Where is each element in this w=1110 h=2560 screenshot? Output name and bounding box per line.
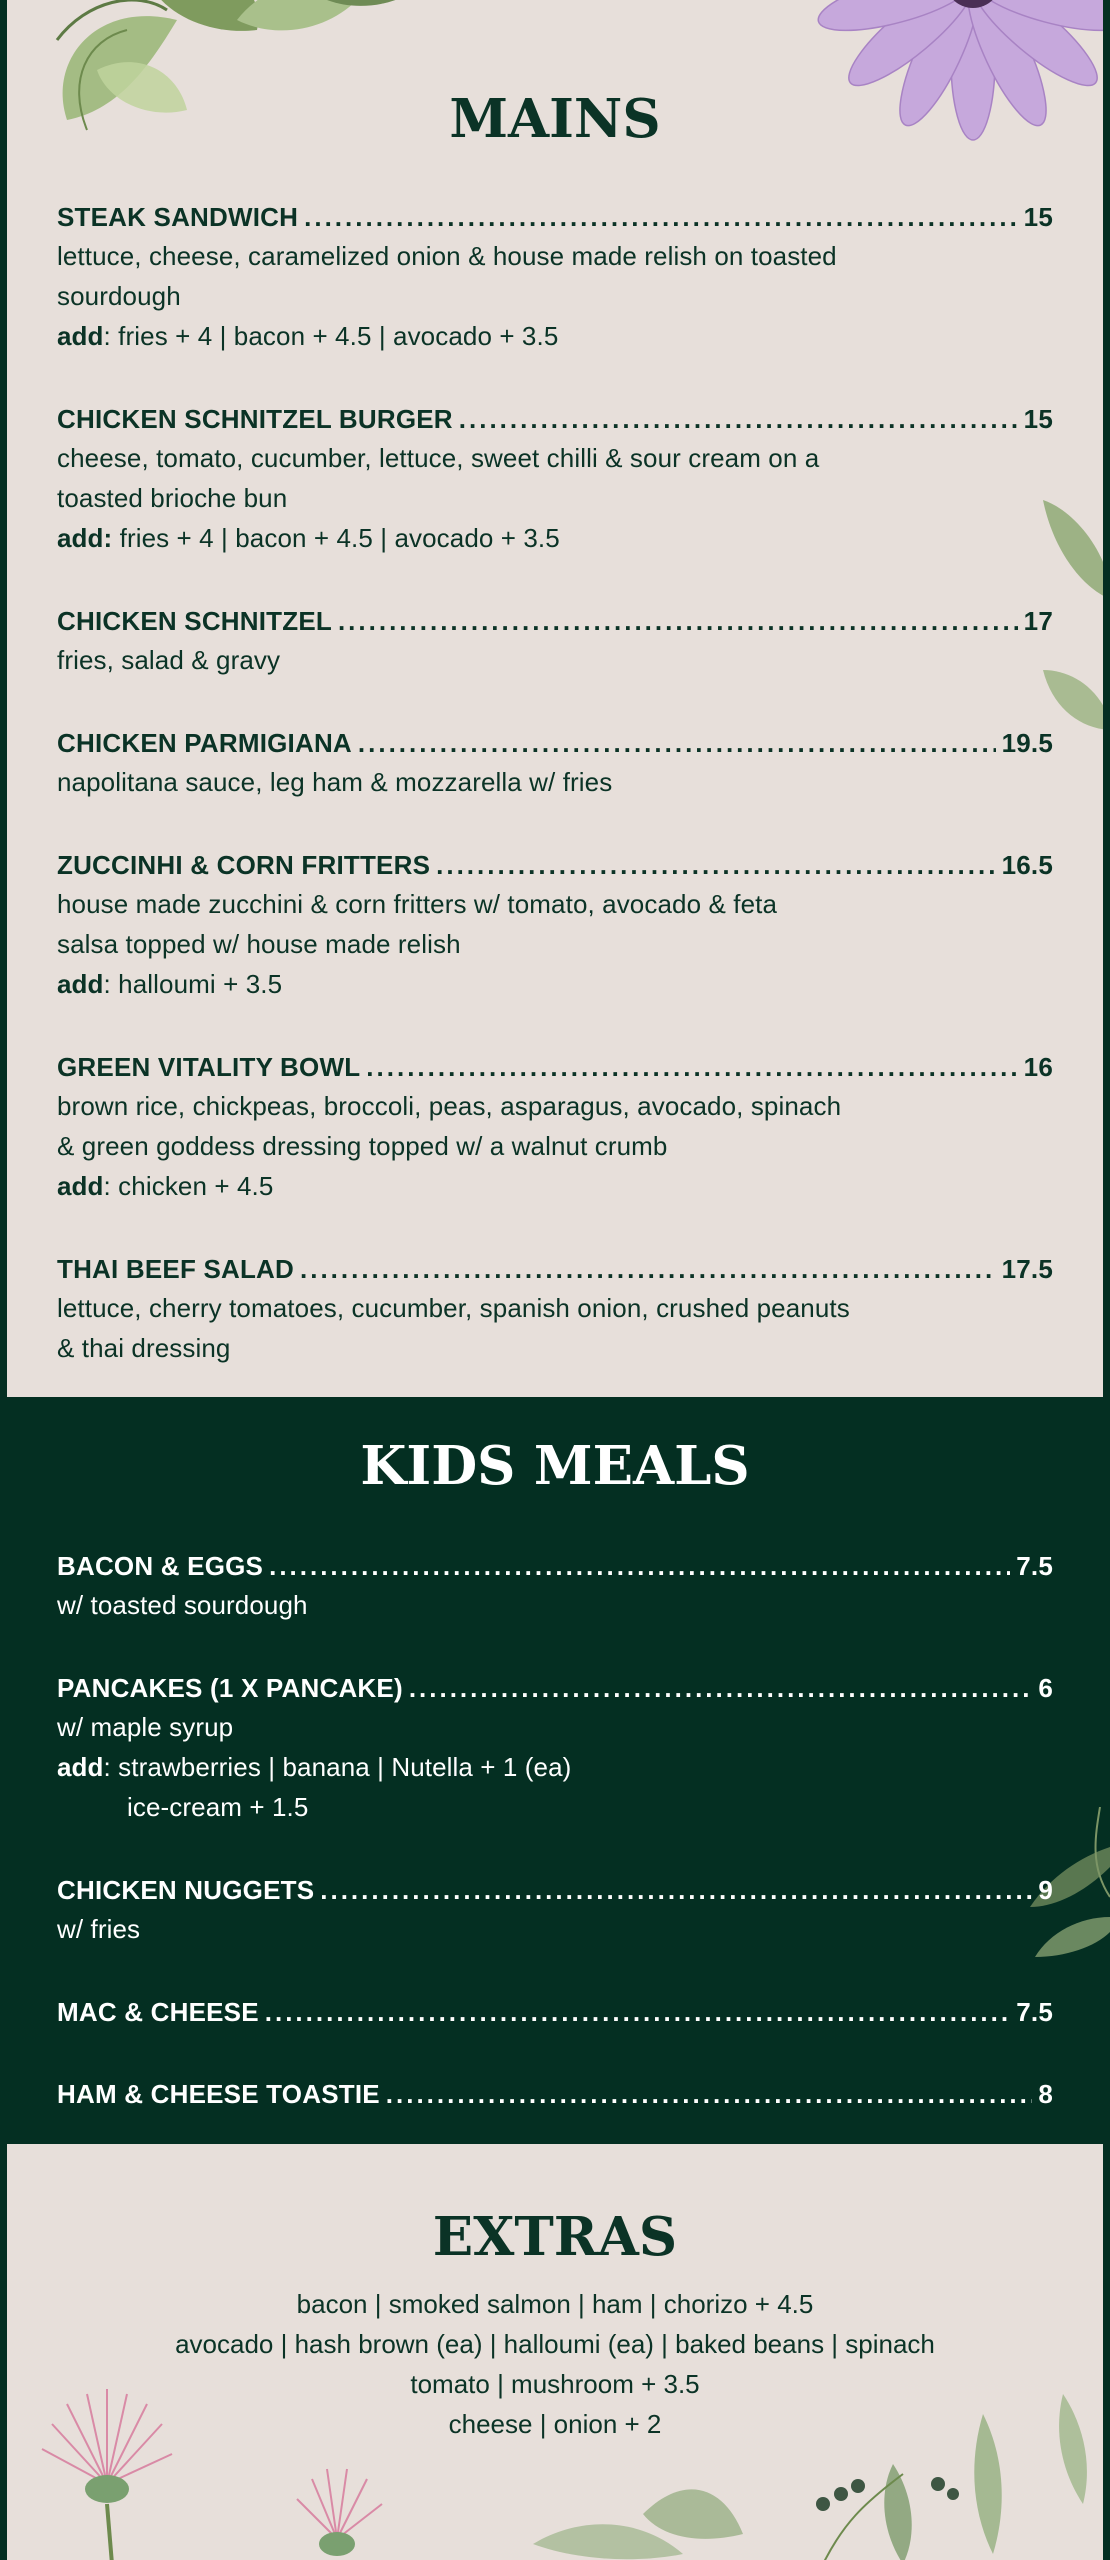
menu-item [57,1669,1053,1827]
item-price: 15 [1023,202,1053,232]
item-description: lettuce, cherry tomatoes, cucumber, spanish onion, crushed peanuts [57,1293,850,1323]
item-price: 9 [1038,1875,1053,1905]
menu-item [57,602,1053,680]
addon-text: ice-cream + 1.5 [127,1792,309,1822]
mains-section [7,0,1103,1397]
dot-leader [320,1871,1032,1909]
item-description: w/ fries [57,1914,141,1944]
mains-title: MAINS [449,88,661,150]
item-addons [57,1747,1053,1787]
item-description: salsa topped w/ house made relish [57,929,461,959]
dot-leader [304,198,1018,236]
addon-text: fries + 4 | bacon + 4.5 | avocado + 3.5 [112,523,560,553]
item-price: 16 [1023,1052,1053,1082]
item-description: napolitana sauce, leg ham & mozzarella w/ fries [57,767,613,797]
menu-item [57,2075,1053,2113]
item-addons [57,316,1053,356]
menu-item [57,1871,1053,1949]
item-name: CHICKEN PARMIGIANA [57,728,352,758]
menu-item [57,724,1053,802]
extras-section [7,2144,1103,2560]
item-description: & green goddess dressing topped w/ a walnut crumb [57,1131,668,1161]
item-description: w/ maple syrup [57,1712,234,1742]
menu-item [57,1993,1053,2031]
item-description: brown rice, chickpeas, broccoli, peas, asparagus, avocado, spinach [57,1091,842,1121]
menu-item [57,198,1053,356]
addon-text: : fries + 4 | bacon + 4.5 | avocado + 3.5 [103,321,559,351]
addon-label: add [57,969,104,999]
pink-thistle-illustration [7,2364,467,2560]
item-name: THAI BEEF SALAD [57,1254,294,1284]
extras-line: cheese | onion + 2 [448,2409,662,2439]
item-name: STEAK SANDWICH [57,202,299,232]
item-price: 15 [1023,404,1053,434]
item-price: 16.5 [1001,850,1053,880]
addon-text: : halloumi + 3.5 [103,969,283,999]
item-description: fries, salad & gravy [57,645,281,675]
dot-leader [269,1547,1010,1585]
item-description: cheese, tomato, cucumber, lettuce, sweet chilli & sour cream on a [57,443,820,473]
item-name: CHICKEN NUGGETS [57,1875,315,1905]
dot-leader [265,1993,1010,2031]
item-price: 17 [1023,606,1053,636]
dot-leader [358,724,996,762]
extras-line: tomato | mushroom + 3.5 [410,2369,700,2399]
item-name: CHICKEN SCHNITZEL BURGER [57,404,453,434]
item-addons [57,1787,1053,1827]
extras-title: EXTRAS [432,2206,678,2268]
dot-leader [300,1250,996,1288]
item-name: ZUCCINHI & CORN FRITTERS [57,850,431,880]
leaf-illustration [523,2394,1103,2560]
item-price: 8 [1038,2079,1053,2109]
item-name: BACON & EGGS [57,1551,264,1581]
menu-item [57,1547,1053,1625]
dot-leader [409,1669,1033,1707]
dot-leader [386,2075,1033,2113]
item-name: PANCAKES (1 X PANCAKE) [57,1673,403,1703]
item-addons [57,1166,1053,1206]
addon-text: : chicken + 4.5 [103,1171,274,1201]
menu-item [57,1250,1053,1368]
item-price: 17.5 [1001,1254,1053,1284]
addon-label: add [57,321,104,351]
menu-item [57,846,1053,1004]
item-name: GREEN VITALITY BOWL [57,1052,361,1082]
dot-leader [459,400,1018,438]
item-addons [57,518,1053,558]
kids-title: KIDS MEALS [360,1435,750,1497]
item-addons [57,964,1053,1004]
item-price: 7.5 [1016,1551,1053,1581]
item-name: HAM & CHEESE TOASTIE [57,2079,380,2109]
addon-label: add: [57,523,113,553]
kids-list [57,1547,1053,2144]
menu-item [57,400,1053,558]
menu-item [57,1048,1053,1206]
dot-leader [436,846,995,884]
kids-section [0,1397,1110,2144]
extras-line: avocado | hash brown (ea) | halloumi (ea) | baked beans | spinach [175,2329,935,2359]
item-name: MAC & CHEESE [57,1997,259,2027]
addon-text: : strawberries | banana | Nutella + 1 (ea) [103,1752,572,1782]
item-price: 19.5 [1001,728,1053,758]
item-description: & thai dressing [57,1333,231,1363]
dot-leader [366,1048,1017,1086]
item-name: CHICKEN SCHNITZEL [57,606,332,636]
item-price: 7.5 [1016,1997,1053,2027]
addon-label: add [57,1752,104,1782]
extras-line: bacon | smoked salmon | ham | chorizo + 4.5 [296,2289,814,2319]
addon-label: add [57,1171,104,1201]
item-description: sourdough [57,281,181,311]
item-description: lettuce, cheese, caramelized onion & house made relish on toasted [57,241,837,271]
item-description: house made zucchini & corn fritters w/ tomato, avocado & feta [57,889,778,919]
dot-leader [338,602,1018,640]
item-price: 6 [1038,1673,1053,1703]
mains-list [57,198,1053,1397]
item-description: toasted brioche bun [57,483,288,513]
item-description: w/ toasted sourdough [57,1590,308,1620]
